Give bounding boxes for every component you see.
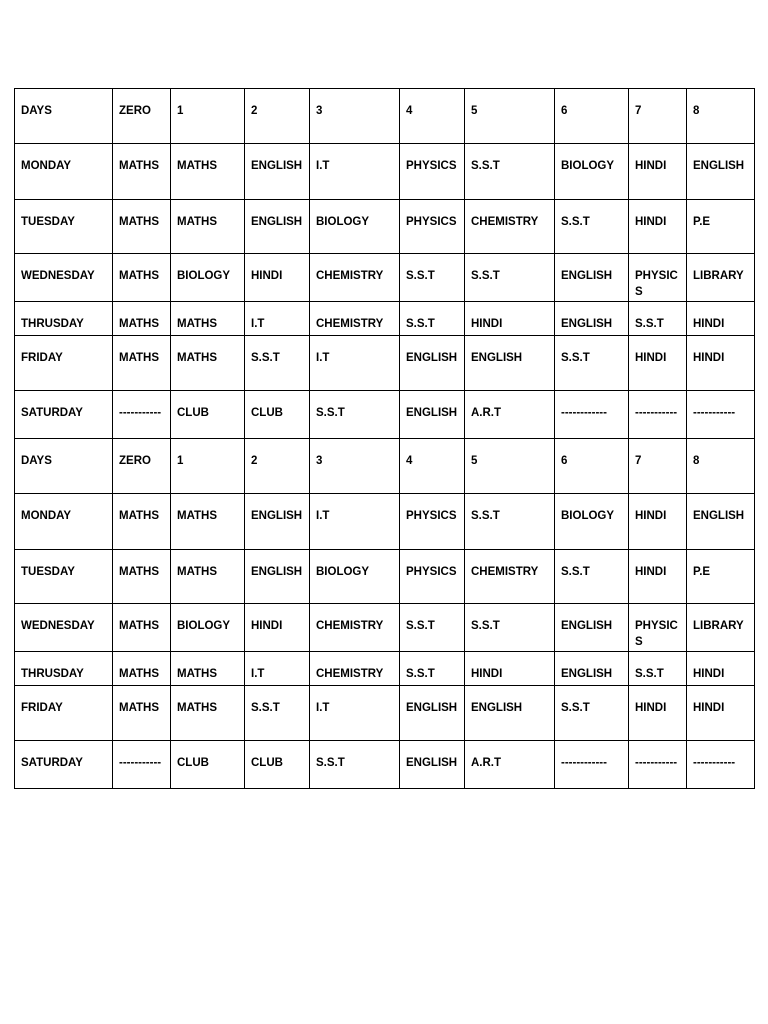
cell-text: HINDI bbox=[693, 702, 725, 714]
subject-cell bbox=[465, 741, 555, 789]
subject-cell bbox=[629, 741, 687, 789]
cell-text: BIOLOGY bbox=[316, 566, 370, 578]
cell-text: S.S.T bbox=[316, 407, 345, 419]
subject-cell bbox=[629, 254, 687, 302]
header-cell bbox=[400, 89, 465, 144]
subject-cell bbox=[555, 302, 629, 336]
subject-cell bbox=[310, 254, 400, 302]
subject-cell bbox=[629, 604, 687, 652]
subject-cell bbox=[245, 391, 310, 439]
subject-cell bbox=[687, 604, 755, 652]
header-cell bbox=[15, 439, 113, 494]
cell-text: MATHS bbox=[119, 668, 160, 680]
cell-text: S.S.T bbox=[561, 702, 590, 714]
subject-cell bbox=[113, 302, 171, 336]
subject-cell bbox=[113, 144, 171, 200]
cell-text: 4 bbox=[406, 105, 413, 117]
header-cell bbox=[171, 439, 245, 494]
cell-text: HINDI bbox=[471, 318, 503, 330]
header-row bbox=[15, 439, 755, 494]
cell-text: P.E bbox=[693, 216, 711, 228]
cell-text: S.S.T bbox=[561, 566, 590, 578]
subject-cell bbox=[113, 741, 171, 789]
cell-text: PHYSICS bbox=[635, 270, 678, 298]
subject-cell bbox=[310, 144, 400, 200]
subject-cell bbox=[310, 604, 400, 652]
cell-text: FRIDAY bbox=[21, 702, 63, 714]
cell-text: MATHS bbox=[177, 566, 218, 578]
cell-text: HINDI bbox=[635, 702, 667, 714]
timetable-table bbox=[14, 438, 755, 789]
day-cell bbox=[15, 686, 113, 741]
cell-text: S.S.T bbox=[406, 668, 435, 680]
cell-text: 1 bbox=[177, 105, 184, 117]
cell-text: BIOLOGY bbox=[561, 510, 615, 522]
cell-text: CHEMISTRY bbox=[471, 566, 539, 578]
cell-text: P.E bbox=[693, 566, 711, 578]
cell-text: S.S.T bbox=[561, 352, 590, 364]
subject-cell bbox=[555, 336, 629, 391]
subject-cell bbox=[555, 550, 629, 604]
cell-text: DAYS bbox=[21, 455, 52, 467]
day-cell bbox=[15, 144, 113, 200]
subject-cell bbox=[687, 336, 755, 391]
subject-cell bbox=[400, 741, 465, 789]
cell-text: MATHS bbox=[177, 352, 218, 364]
cell-text: BIOLOGY bbox=[177, 620, 231, 632]
cell-text: PHYSICS bbox=[406, 160, 457, 172]
subject-cell bbox=[113, 200, 171, 254]
timetable-table bbox=[14, 88, 755, 439]
subject-cell bbox=[310, 741, 400, 789]
subject-cell bbox=[113, 550, 171, 604]
cell-text: CLUB bbox=[251, 757, 283, 769]
subject-cell bbox=[629, 391, 687, 439]
cell-text: ------------ bbox=[561, 757, 607, 769]
subject-cell bbox=[629, 302, 687, 336]
cell-text: BIOLOGY bbox=[316, 216, 370, 228]
cell-text: MONDAY bbox=[21, 510, 72, 522]
cell-text: MATHS bbox=[119, 270, 160, 282]
subject-cell bbox=[310, 391, 400, 439]
cell-text: S.S.T bbox=[471, 620, 500, 632]
cell-text: CLUB bbox=[177, 757, 209, 769]
cell-text: MATHS bbox=[119, 352, 160, 364]
monday-row bbox=[15, 144, 755, 200]
subject-cell bbox=[400, 144, 465, 200]
subject-cell bbox=[555, 144, 629, 200]
subject-cell bbox=[465, 550, 555, 604]
subject-cell bbox=[310, 686, 400, 741]
cell-text: ENGLISH bbox=[693, 510, 745, 522]
cell-text: ----------- bbox=[119, 757, 162, 769]
cell-text: HINDI bbox=[635, 160, 667, 172]
cell-text: MATHS bbox=[119, 620, 160, 632]
subject-cell bbox=[171, 494, 245, 550]
subject-cell bbox=[400, 652, 465, 686]
cell-text: CLUB bbox=[177, 407, 209, 419]
cell-text: CLUB bbox=[251, 407, 283, 419]
cell-text: ENGLISH bbox=[251, 510, 303, 522]
subject-cell bbox=[310, 494, 400, 550]
subject-cell bbox=[629, 494, 687, 550]
subject-cell bbox=[629, 336, 687, 391]
cell-text: HINDI bbox=[251, 270, 283, 282]
subject-cell bbox=[465, 494, 555, 550]
cell-text: 8 bbox=[693, 455, 700, 467]
subject-cell bbox=[400, 254, 465, 302]
cell-text: FRIDAY bbox=[21, 352, 63, 364]
subject-cell bbox=[113, 686, 171, 741]
cell-text: 6 bbox=[561, 455, 568, 467]
friday-row bbox=[15, 686, 755, 741]
subject-cell bbox=[113, 604, 171, 652]
subject-cell bbox=[687, 741, 755, 789]
cell-text: ----------- bbox=[693, 407, 736, 419]
cell-text: ENGLISH bbox=[561, 318, 613, 330]
subject-cell bbox=[687, 391, 755, 439]
cell-text: LIBRARY bbox=[693, 270, 744, 282]
cell-text: THRUSDAY bbox=[21, 668, 84, 680]
cell-text: ENGLISH bbox=[561, 620, 613, 632]
cell-text: I.T bbox=[316, 702, 330, 714]
subject-cell bbox=[555, 200, 629, 254]
cell-text: 7 bbox=[635, 455, 642, 467]
header-cell bbox=[245, 89, 310, 144]
day-cell bbox=[15, 200, 113, 254]
cell-text: BIOLOGY bbox=[177, 270, 231, 282]
day-cell bbox=[15, 254, 113, 302]
cell-text: MATHS bbox=[177, 216, 218, 228]
cell-text: PHYSICS bbox=[406, 216, 457, 228]
cell-text: TUESDAY bbox=[21, 216, 75, 228]
subject-cell bbox=[113, 494, 171, 550]
subject-cell bbox=[465, 604, 555, 652]
tuesday-row bbox=[15, 550, 755, 604]
cell-text: ENGLISH bbox=[406, 407, 458, 419]
header-cell bbox=[310, 439, 400, 494]
cell-text: 8 bbox=[693, 105, 700, 117]
cell-text: MATHS bbox=[177, 668, 218, 680]
subject-cell bbox=[171, 336, 245, 391]
subject-cell bbox=[400, 302, 465, 336]
cell-text: MATHS bbox=[177, 510, 218, 522]
header-cell bbox=[171, 89, 245, 144]
subject-cell bbox=[113, 254, 171, 302]
cell-text: CHEMISTRY bbox=[316, 668, 384, 680]
tuesday-row bbox=[15, 200, 755, 254]
subject-cell bbox=[465, 144, 555, 200]
subject-cell bbox=[465, 391, 555, 439]
subject-cell bbox=[310, 336, 400, 391]
subject-cell bbox=[400, 200, 465, 254]
subject-cell bbox=[629, 686, 687, 741]
subject-cell bbox=[465, 302, 555, 336]
subject-cell bbox=[400, 686, 465, 741]
subject-cell bbox=[400, 494, 465, 550]
cell-text: LIBRARY bbox=[693, 620, 744, 632]
cell-text: MATHS bbox=[177, 160, 218, 172]
day-cell bbox=[15, 336, 113, 391]
header-cell bbox=[465, 439, 555, 494]
subject-cell bbox=[465, 336, 555, 391]
header-cell bbox=[310, 89, 400, 144]
subject-cell bbox=[400, 336, 465, 391]
header-cell bbox=[555, 439, 629, 494]
cell-text: HINDI bbox=[693, 318, 725, 330]
cell-text: ENGLISH bbox=[251, 566, 303, 578]
subject-cell bbox=[171, 550, 245, 604]
cell-text: ENGLISH bbox=[406, 352, 458, 364]
friday-row bbox=[15, 336, 755, 391]
cell-text: HINDI bbox=[635, 566, 667, 578]
cell-text: MATHS bbox=[119, 216, 160, 228]
cell-text: PHYSICS bbox=[635, 620, 678, 648]
header-cell bbox=[629, 89, 687, 144]
cell-text: HINDI bbox=[251, 620, 283, 632]
subject-cell bbox=[555, 686, 629, 741]
subject-cell bbox=[310, 550, 400, 604]
cell-text: ----------- bbox=[119, 407, 162, 419]
cell-text: S.S.T bbox=[406, 318, 435, 330]
cell-text: 2 bbox=[251, 105, 258, 117]
cell-text: ----------- bbox=[635, 757, 678, 769]
subject-cell bbox=[555, 254, 629, 302]
cell-text: ZERO bbox=[119, 455, 151, 467]
subject-cell bbox=[687, 144, 755, 200]
cell-text: ENGLISH bbox=[406, 702, 458, 714]
day-cell bbox=[15, 550, 113, 604]
subject-cell bbox=[113, 391, 171, 439]
cell-text: I.T bbox=[251, 318, 265, 330]
thursday-row bbox=[15, 652, 755, 686]
header-cell bbox=[465, 89, 555, 144]
cell-text: PHYSICS bbox=[406, 566, 457, 578]
subject-cell bbox=[113, 652, 171, 686]
cell-text: DAYS bbox=[21, 105, 52, 117]
timetable-body bbox=[15, 439, 755, 789]
cell-text: S.S.T bbox=[471, 510, 500, 522]
cell-text: S.S.T bbox=[251, 352, 280, 364]
subject-cell bbox=[687, 686, 755, 741]
cell-text: 5 bbox=[471, 455, 478, 467]
subject-cell bbox=[465, 200, 555, 254]
wednesday-row bbox=[15, 604, 755, 652]
cell-text: ----------- bbox=[635, 407, 678, 419]
cell-text: ENGLISH bbox=[471, 702, 523, 714]
subject-cell bbox=[400, 391, 465, 439]
cell-text: ENGLISH bbox=[251, 216, 303, 228]
header-cell bbox=[15, 89, 113, 144]
cell-text: S.S.T bbox=[406, 270, 435, 282]
cell-text: MATHS bbox=[119, 702, 160, 714]
cell-text: WEDNESDAY bbox=[21, 620, 95, 632]
cell-text: MATHS bbox=[119, 566, 160, 578]
day-cell bbox=[15, 391, 113, 439]
cell-text: S.S.T bbox=[251, 702, 280, 714]
subject-cell bbox=[171, 391, 245, 439]
subject-cell bbox=[171, 741, 245, 789]
cell-text: 5 bbox=[471, 105, 478, 117]
subject-cell bbox=[687, 200, 755, 254]
subject-cell bbox=[245, 494, 310, 550]
cell-text: A.R.T bbox=[471, 757, 502, 769]
subject-cell bbox=[310, 302, 400, 336]
thursday-row bbox=[15, 302, 755, 336]
cell-text: S.S.T bbox=[635, 318, 664, 330]
cell-text: S.S.T bbox=[471, 160, 500, 172]
cell-text: I.T bbox=[316, 352, 330, 364]
subject-cell bbox=[113, 336, 171, 391]
cell-text: 4 bbox=[406, 455, 413, 467]
header-row bbox=[15, 89, 755, 144]
cell-text: BIOLOGY bbox=[561, 160, 615, 172]
subject-cell bbox=[555, 494, 629, 550]
subject-cell bbox=[171, 200, 245, 254]
subject-cell bbox=[400, 604, 465, 652]
cell-text: ZERO bbox=[119, 105, 151, 117]
cell-text: MATHS bbox=[119, 510, 160, 522]
cell-text: TUESDAY bbox=[21, 566, 75, 578]
wednesday-row bbox=[15, 254, 755, 302]
cell-text: HINDI bbox=[635, 510, 667, 522]
cell-text: ENGLISH bbox=[561, 270, 613, 282]
subject-cell bbox=[245, 604, 310, 652]
subject-cell bbox=[171, 604, 245, 652]
cell-text: WEDNESDAY bbox=[21, 270, 95, 282]
header-cell bbox=[113, 89, 171, 144]
subject-cell bbox=[629, 200, 687, 254]
subject-cell bbox=[465, 652, 555, 686]
day-cell bbox=[15, 652, 113, 686]
cell-text: HINDI bbox=[471, 668, 503, 680]
subject-cell bbox=[687, 550, 755, 604]
subject-cell bbox=[687, 254, 755, 302]
subject-cell bbox=[245, 550, 310, 604]
subject-cell bbox=[555, 652, 629, 686]
subject-cell bbox=[687, 494, 755, 550]
cell-text: ----------- bbox=[693, 757, 736, 769]
subject-cell bbox=[555, 391, 629, 439]
cell-text: I.T bbox=[316, 160, 330, 172]
header-cell bbox=[687, 439, 755, 494]
cell-text: 6 bbox=[561, 105, 568, 117]
cell-text: CHEMISTRY bbox=[316, 318, 384, 330]
subject-cell bbox=[245, 302, 310, 336]
cell-text: ENGLISH bbox=[251, 160, 303, 172]
cell-text: ENGLISH bbox=[471, 352, 523, 364]
day-cell bbox=[15, 741, 113, 789]
subject-cell bbox=[629, 144, 687, 200]
cell-text: MATHS bbox=[177, 318, 218, 330]
cell-text: 1 bbox=[177, 455, 184, 467]
cell-text: ENGLISH bbox=[561, 668, 613, 680]
subject-cell bbox=[310, 200, 400, 254]
cell-text: I.T bbox=[251, 668, 265, 680]
cell-text: CHEMISTRY bbox=[316, 620, 384, 632]
saturday-row bbox=[15, 741, 755, 789]
subject-cell bbox=[245, 686, 310, 741]
saturday-row bbox=[15, 391, 755, 439]
cell-text: MATHS bbox=[119, 160, 160, 172]
subject-cell bbox=[171, 652, 245, 686]
subject-cell bbox=[245, 741, 310, 789]
cell-text: SATURDAY bbox=[21, 407, 83, 419]
subject-cell bbox=[245, 200, 310, 254]
cell-text: 2 bbox=[251, 455, 258, 467]
timetable-body bbox=[15, 89, 755, 439]
cell-text: ENGLISH bbox=[693, 160, 745, 172]
subject-cell bbox=[629, 652, 687, 686]
subject-cell bbox=[171, 254, 245, 302]
header-cell bbox=[629, 439, 687, 494]
cell-text: MATHS bbox=[177, 702, 218, 714]
cell-text: SATURDAY bbox=[21, 757, 83, 769]
cell-text: 3 bbox=[316, 455, 323, 467]
cell-text: ------------ bbox=[561, 407, 607, 419]
cell-text: HINDI bbox=[693, 352, 725, 364]
subject-cell bbox=[245, 144, 310, 200]
subject-cell bbox=[171, 686, 245, 741]
subject-cell bbox=[687, 652, 755, 686]
subject-cell bbox=[465, 686, 555, 741]
subject-cell bbox=[465, 254, 555, 302]
cell-text: MONDAY bbox=[21, 160, 72, 172]
cell-text: 3 bbox=[316, 105, 323, 117]
header-cell bbox=[687, 89, 755, 144]
cell-text: CHEMISTRY bbox=[316, 270, 384, 282]
subject-cell bbox=[245, 254, 310, 302]
cell-text: HINDI bbox=[635, 216, 667, 228]
cell-text: PHYSICS bbox=[406, 510, 457, 522]
subject-cell bbox=[310, 652, 400, 686]
cell-text: HINDI bbox=[693, 668, 725, 680]
cell-text: S.S.T bbox=[561, 216, 590, 228]
subject-cell bbox=[555, 604, 629, 652]
cell-text: A.R.T bbox=[471, 407, 502, 419]
cell-text: S.S.T bbox=[406, 620, 435, 632]
cell-text: 7 bbox=[635, 105, 642, 117]
subject-cell bbox=[400, 550, 465, 604]
subject-cell bbox=[555, 741, 629, 789]
cell-text: S.S.T bbox=[471, 270, 500, 282]
cell-text: THRUSDAY bbox=[21, 318, 84, 330]
day-cell bbox=[15, 302, 113, 336]
cell-text: CHEMISTRY bbox=[471, 216, 539, 228]
subject-cell bbox=[171, 144, 245, 200]
subject-cell bbox=[687, 302, 755, 336]
subject-cell bbox=[171, 302, 245, 336]
subject-cell bbox=[629, 550, 687, 604]
day-cell bbox=[15, 604, 113, 652]
subject-cell bbox=[245, 336, 310, 391]
cell-text: ENGLISH bbox=[406, 757, 458, 769]
header-cell bbox=[113, 439, 171, 494]
day-cell bbox=[15, 494, 113, 550]
cell-text: I.T bbox=[316, 510, 330, 522]
cell-text: MATHS bbox=[119, 318, 160, 330]
header-cell bbox=[400, 439, 465, 494]
cell-text: S.S.T bbox=[316, 757, 345, 769]
header-cell bbox=[245, 439, 310, 494]
cell-text: S.S.T bbox=[635, 668, 664, 680]
cell-text: HINDI bbox=[635, 352, 667, 364]
header-cell bbox=[555, 89, 629, 144]
subject-cell bbox=[245, 652, 310, 686]
monday-row bbox=[15, 494, 755, 550]
